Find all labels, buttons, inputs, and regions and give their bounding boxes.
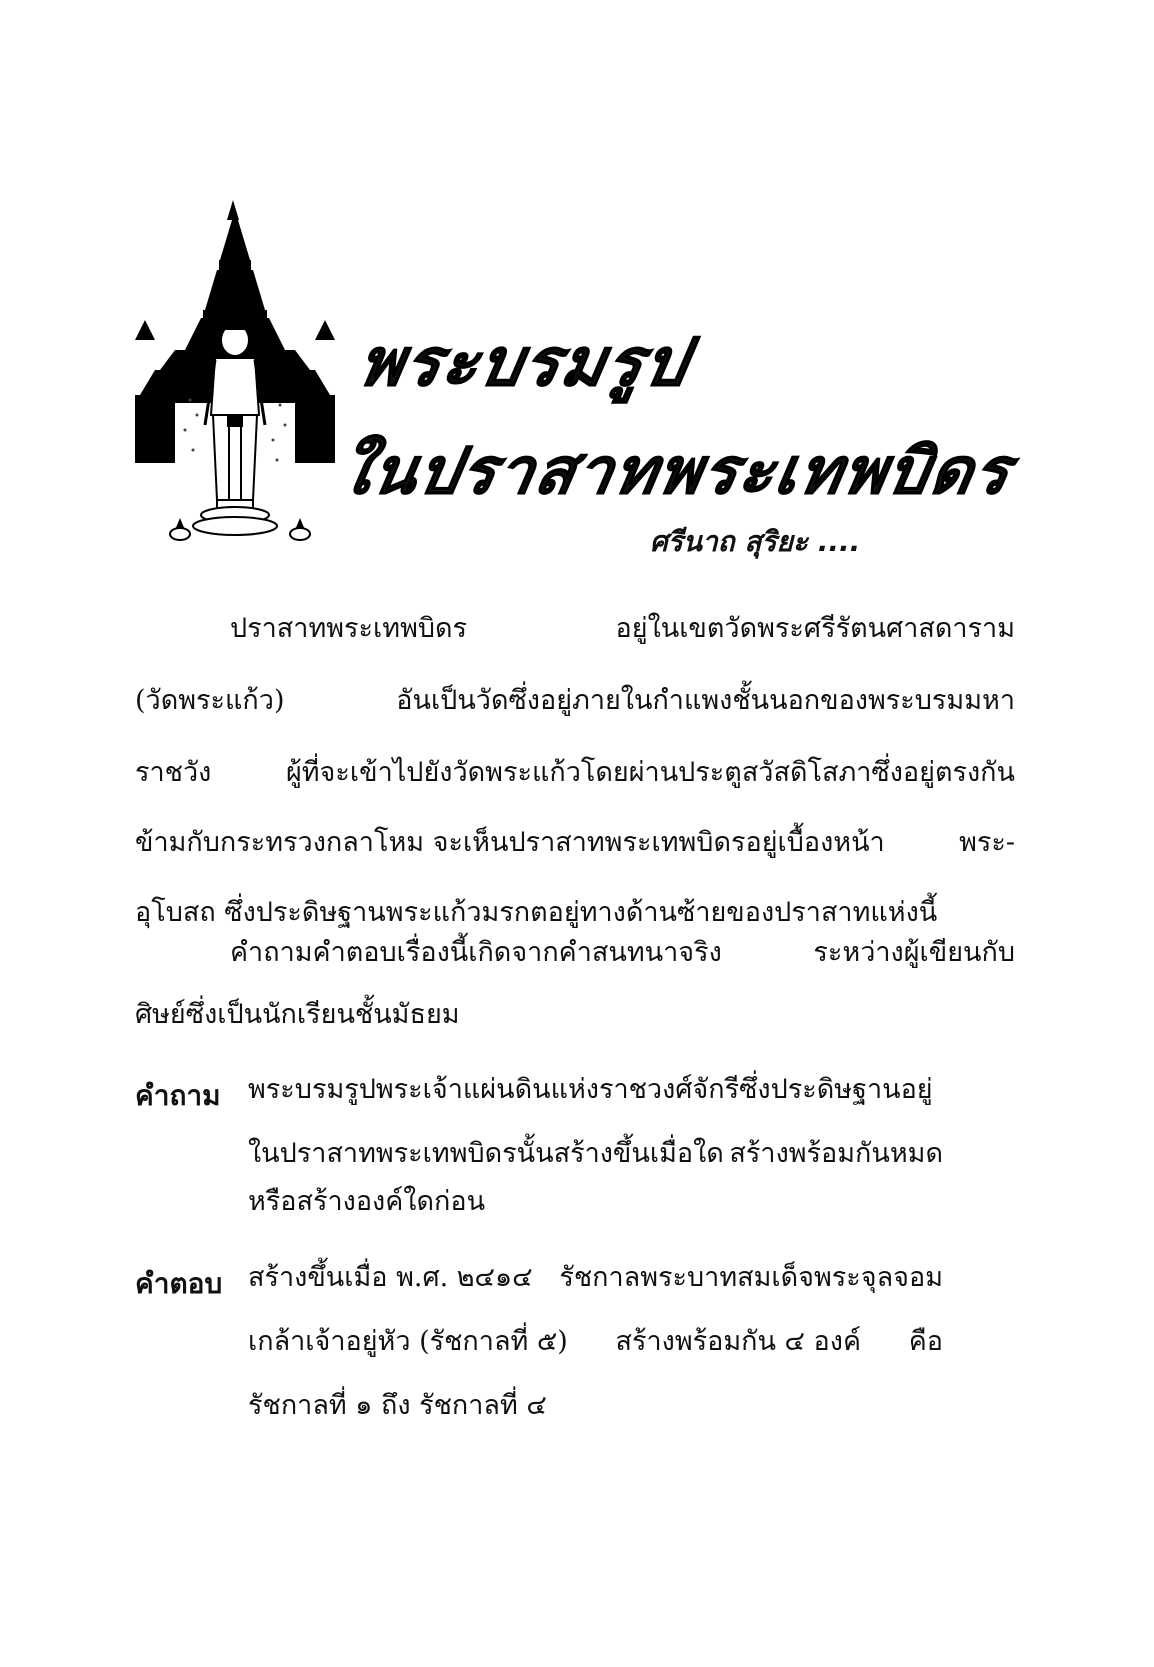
text-line: พระบรมรูปพระเจ้าแผ่นดินแห่งราชวงศ์จักรีซึ่งประดิษฐานอยู่: [248, 1074, 933, 1105]
answer-label: คำตอบ: [135, 1267, 223, 1300]
text-line: ระหว่างผู้เขียนกับ: [813, 937, 1015, 968]
text-line: สร้างพร้อมกัน ๔ องค์: [615, 1326, 862, 1357]
text-line: เกล้าเจ้าอยู่หัว (รัชกาลที่ ๕): [248, 1326, 568, 1357]
text-line: รัชกาลที่ ๑ ถึง รัชกาลที่ ๔: [248, 1390, 547, 1421]
pagoda-statue-drawing: [135, 200, 335, 600]
text-line: (วัดพระแก้ว): [135, 685, 285, 716]
text-line: ราชวัง: [135, 757, 212, 788]
text-line: ศิษย์ซึ่งเป็นนักเรียนชั้นมัธยม: [135, 999, 460, 1030]
text-line: สร้างขึ้นเมื่อ พ.ศ. ๒๔๑๔: [248, 1262, 533, 1293]
text-line: สร้างพร้อมกันหมด: [729, 1138, 943, 1169]
text-line: ข้ามกับกระทรวงกลาโหม จะเห็นปราสาทพระเทพบิดรอยู่เบื้องหน้า: [135, 827, 885, 858]
text-line: ในปราสาทพระเทพบิดรนั้นสร้างขึ้นเมื่อใด: [248, 1138, 724, 1169]
text-line: คำถามคำตอบเรื่องนี้เกิดจากคำสนทนาจริง: [230, 937, 722, 968]
text-line: ปราสาทพระเทพบิดร: [230, 613, 468, 644]
text-line: พระ-: [959, 827, 1015, 858]
text-line: อุโบสถ ซึ่งประดิษฐานพระแก้วมรกตอยู่ทางด้านซ้ายของปราสาทแห่งนี้: [135, 897, 938, 928]
text-line: ผู้ที่จะเข้าไปยังวัดพระแก้วโดยผ่านประตูสวัสดิโสภาซึ่งอยู่ตรงกัน: [285, 757, 1015, 788]
title-block: [330, 300, 1030, 600]
question-label: คำถาม: [135, 1079, 221, 1112]
text-line: อันเป็นวัดซึ่งอยู่ภายในกำแพงชั้นนอกของพระบรมมหา: [396, 685, 1015, 716]
title-line-2: ในปราสาทพระเทพบิดร: [333, 435, 1018, 509]
title-line-1: พระบรมรูป: [353, 324, 696, 401]
text-line: อยู่ในเขตวัดพระศรีรัตนศาสดาราม: [615, 613, 1015, 644]
text-line: รัชกาลพระบาทสมเด็จพระจุลจอม: [559, 1262, 943, 1293]
author-byline: ศรีนาถ สุริยะ ....: [650, 525, 861, 558]
text-line: หรือสร้างองค์ใดก่อน: [248, 1186, 486, 1217]
text-line: คือ: [908, 1326, 943, 1357]
pagoda-statue-illustration: [135, 200, 335, 600]
